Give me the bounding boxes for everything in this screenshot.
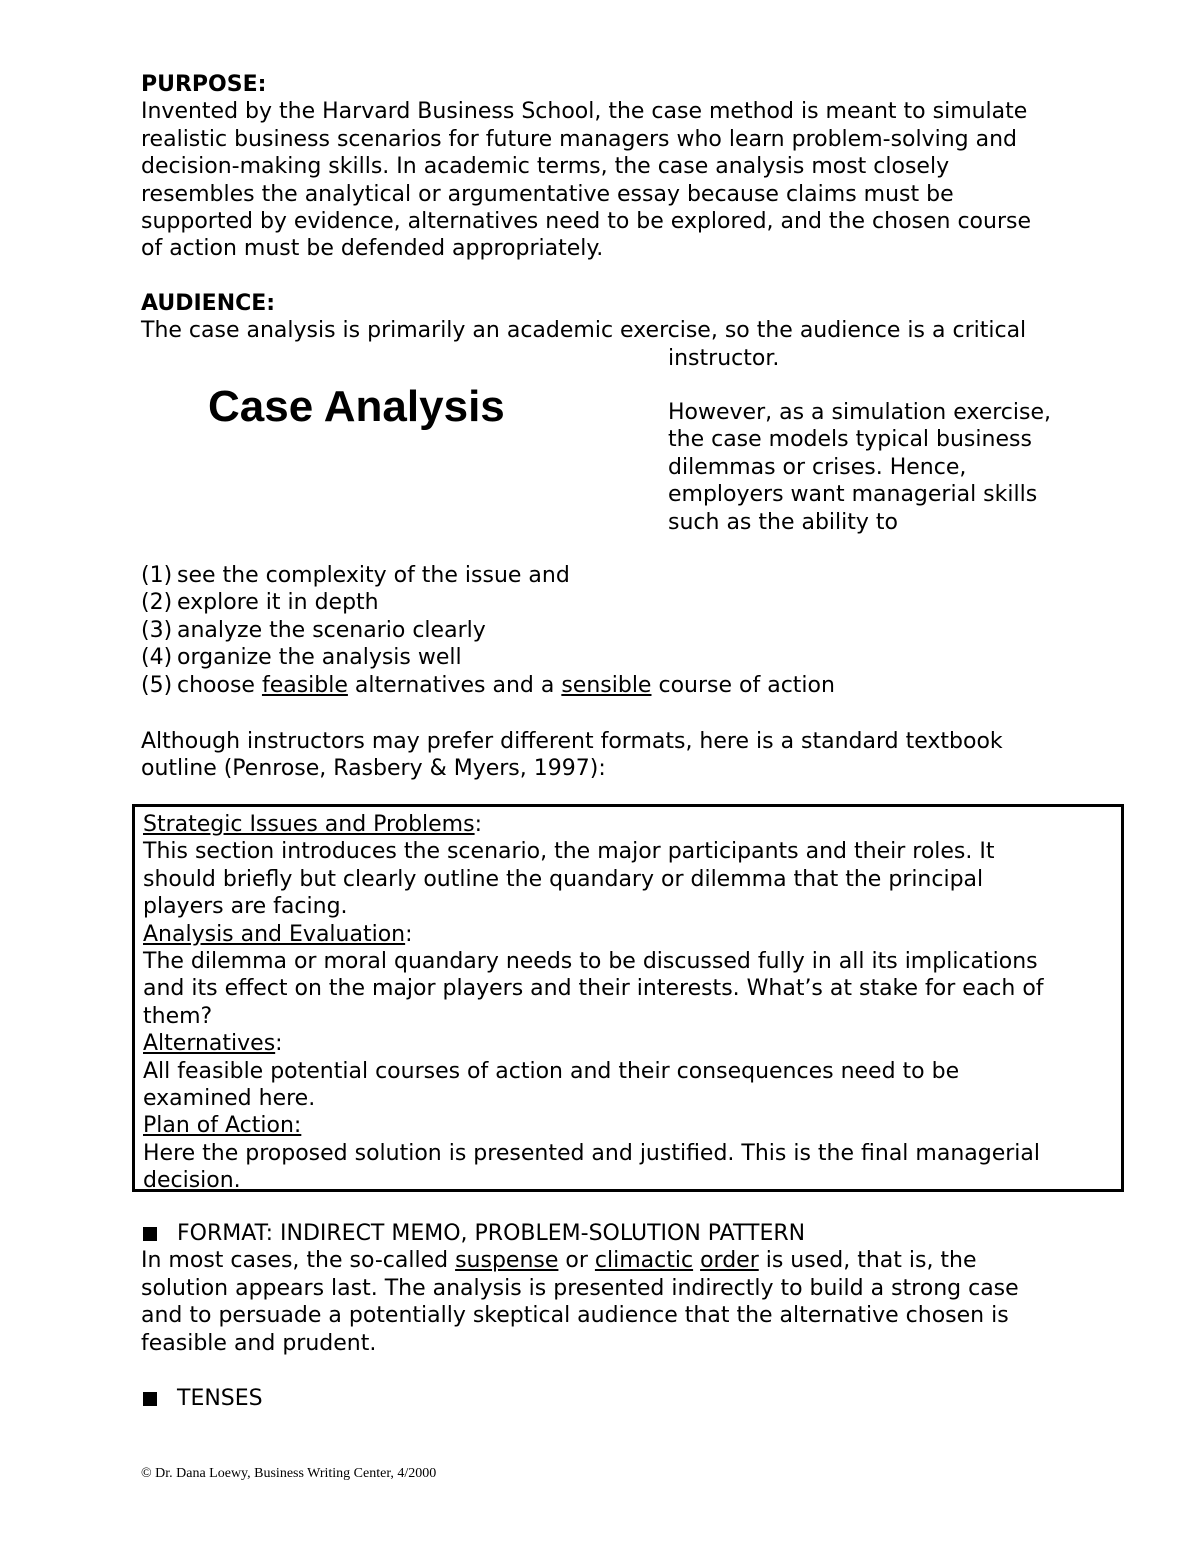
list-number: (3) xyxy=(141,617,173,643)
audience-line: The case analysis is primarily an academic exercise, so the audience is a critical xyxy=(141,318,1027,344)
text-run: course of action xyxy=(651,672,835,698)
format-line: and to persuade a potentially skeptical audience that the alternative chosen is xyxy=(141,1303,1009,1329)
audience-line-instructor: instructor. xyxy=(668,346,780,371)
list-number: (5) xyxy=(141,672,173,698)
text-run: is used, that is, the xyxy=(758,1248,977,1274)
section-title: Strategic Issues and Problems xyxy=(143,812,475,837)
format-heading: FORMAT: INDIRECT MEMO, PROBLEM-SOLUTION PATTERN xyxy=(177,1221,806,1246)
purpose-heading: PURPOSE: xyxy=(141,72,267,97)
audience-right-line: employers want managerial skills xyxy=(668,482,1038,508)
purpose-section xyxy=(141,71,1131,263)
purpose-line: supported by evidence, alternatives need to be explored, and the chosen course xyxy=(141,209,1032,235)
list-item xyxy=(141,672,835,699)
section-title-suffix: : xyxy=(275,1031,283,1057)
section-line: Here the proposed solution is presented and justified. This is the final managerial xyxy=(143,1140,1041,1166)
list-item xyxy=(141,589,835,616)
text-run: choose xyxy=(177,672,262,698)
text-run: In most cases, the so-called xyxy=(141,1248,456,1274)
list-text: organize the analysis well xyxy=(177,645,462,671)
intro-line: outline (Penrose, Rasbery & Myers, 1997): xyxy=(141,756,606,782)
section-line: and its effect on the major players and their interests. What’s at stake for each of xyxy=(143,976,1044,1002)
audience-section xyxy=(141,290,1131,345)
document-title: Case Analysis xyxy=(208,382,505,431)
list-text: see the complexity of the issue and xyxy=(177,563,570,588)
outline-box xyxy=(132,804,1124,1192)
purpose-line: resembles the analytical or argumentative essay because claims must be xyxy=(141,181,954,207)
audience-heading: AUDIENCE: xyxy=(141,291,276,316)
format-section xyxy=(141,1220,1131,1357)
list-item xyxy=(141,644,835,671)
audience-right-line: such as the ability to xyxy=(668,509,898,535)
section-line: them? xyxy=(143,1003,213,1029)
underlined-word: order xyxy=(700,1248,759,1274)
page-footer: © Dr. Dana Loewy, Business Writing Center, 4/2000 xyxy=(141,1466,437,1481)
audience-simulation-paragraph xyxy=(668,399,1108,536)
section-title: Alternatives xyxy=(143,1031,276,1057)
text-run: alternatives and a xyxy=(347,672,562,698)
list-number: (4) xyxy=(141,645,173,671)
outline-section-alternatives xyxy=(143,1030,1113,1112)
format-line: feasible and prudent. xyxy=(141,1330,377,1356)
section-title: Analysis and Evaluation xyxy=(143,921,406,947)
underlined-word: climactic xyxy=(594,1248,694,1274)
section-title-suffix: : xyxy=(405,921,413,947)
square-bullet-icon xyxy=(143,1227,157,1241)
format-line: solution appears last. The analysis is presented indirectly to build a strong case xyxy=(141,1275,1019,1301)
text-run: or xyxy=(558,1248,595,1274)
audience-right-line: the case models typical business xyxy=(668,427,1032,453)
underlined-word: feasible xyxy=(261,672,348,698)
section-line: All feasible potential courses of action and their consequences need to be xyxy=(143,1058,960,1084)
section-line: This section introduces the scenario, the major participants and their roles. It xyxy=(143,839,995,865)
outline-intro xyxy=(141,728,1131,783)
list-text: explore it in depth xyxy=(177,590,379,616)
tenses-section xyxy=(141,1385,1131,1412)
outline-section-plan-of-action xyxy=(143,1112,1113,1194)
section-line: examined here. xyxy=(143,1086,316,1112)
section-line: players are facing. xyxy=(143,894,348,920)
outline-section-strategic-issues xyxy=(143,811,1113,921)
list-text xyxy=(177,672,835,699)
purpose-line: Invented by the Harvard Business School, the case method is meant to simulate xyxy=(141,99,1028,125)
tenses-heading: TENSES xyxy=(177,1386,263,1411)
tenses-bullet xyxy=(141,1385,1131,1412)
purpose-line: realistic business scenarios for future managers who learn problem-solving and xyxy=(141,126,1018,152)
audience-right-line: dilemmas or crises. Hence, xyxy=(668,454,967,480)
section-title: Plan of Action: xyxy=(143,1113,302,1139)
list-number: (1) xyxy=(141,563,173,588)
format-line xyxy=(141,1247,1131,1274)
purpose-line: decision-making skills. In academic terms, the case analysis most closely xyxy=(141,154,950,180)
section-line: The dilemma or moral quandary needs to be discussed fully in all its implications xyxy=(143,949,1038,975)
intro-line: Although instructors may prefer different formats, here is a standard textbook xyxy=(141,729,1003,754)
underlined-word: sensible xyxy=(561,672,652,698)
list-number: (2) xyxy=(141,590,173,616)
list-text: analyze the scenario clearly xyxy=(177,617,486,643)
section-line: decision. xyxy=(143,1168,241,1194)
skills-list xyxy=(141,562,835,699)
outline-section-analysis xyxy=(143,921,1113,1031)
section-line: should briefly but clearly outline the quandary or dilemma that the principal xyxy=(143,866,984,892)
purpose-line: of action must be defended appropriately. xyxy=(141,236,604,262)
square-bullet-icon xyxy=(143,1392,157,1406)
list-item xyxy=(141,562,835,589)
format-bullet xyxy=(141,1220,1131,1247)
section-title-suffix: : xyxy=(474,812,483,837)
audience-right-line: However, as a simulation exercise, xyxy=(668,400,1051,425)
underlined-word: suspense xyxy=(455,1248,559,1274)
list-item xyxy=(141,617,835,644)
